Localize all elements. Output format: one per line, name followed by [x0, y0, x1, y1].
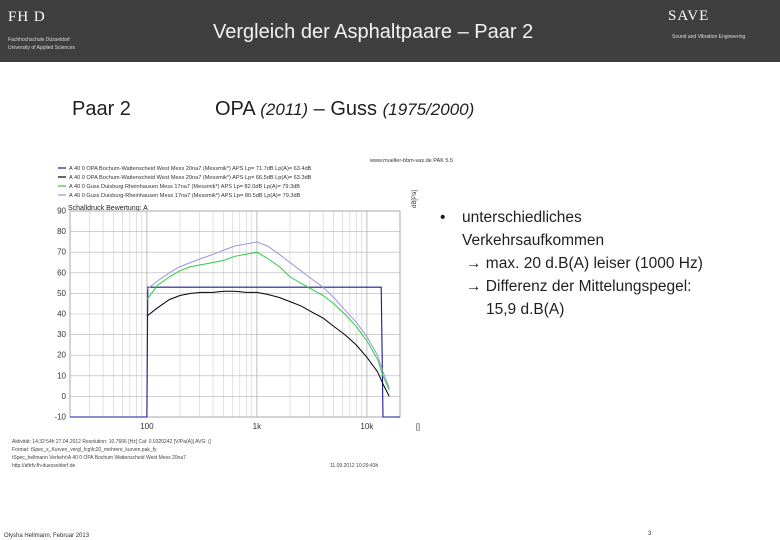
fhd-subtitle-en: University of Applied Sciences: [8, 45, 75, 51]
y-tick-label: 80: [57, 227, 66, 237]
fhd-subtitle-de: Fachhochschule Düsseldorf: [8, 37, 70, 43]
slide-title: Vergleich der Asphaltpaare – Paar 2: [213, 21, 534, 43]
y-axis-title: Schalldruck Bewertung: A: [68, 205, 148, 212]
y-tick-label: 20: [57, 350, 66, 360]
chart-footer-line: Format: tSpec_x_Kurven_vergl_fcg\fc20_mehrere_kurven.pak_fy: [12, 447, 157, 453]
subheading-year-guss: (1975/2000): [382, 100, 475, 119]
save-logo: SAVE: [668, 8, 710, 24]
save-subtitle: Sound and Vibration Engineering: [672, 34, 746, 40]
page-number: 3: [648, 531, 652, 537]
chart-footer-line: 11.09.2012 10:29:43h: [330, 463, 379, 469]
unit-label: dB[Pa]: [412, 189, 418, 208]
x-unit-label: []: [416, 424, 420, 431]
y-tick-label: 30: [57, 330, 66, 340]
bullet-sub-2-line1: → Differenz der Mittelungspegel:: [466, 278, 692, 295]
y-tick-label: 40: [57, 309, 66, 319]
series-line: [70, 287, 400, 417]
y-tick-label: 10: [57, 371, 66, 381]
pair-label: Paar 2: [72, 98, 131, 120]
x-tick-label: 1k: [252, 422, 262, 431]
spectrum-chart-svg: [10, 150, 454, 488]
y-tick-label: 50: [57, 288, 66, 298]
chart-source-label: www.mueller-bbm-vas.de PAK 5.5: [370, 158, 454, 164]
bullet-main-line1: unterschiedliches: [462, 209, 582, 226]
x-tick-label: 10k: [360, 422, 374, 431]
legend-entry: A 40 0 Guss Duisburg-Rheinhausen Mess 17na7 (Messmik*) APS Lp= 80.5dB Lp(A)= 79.3dB: [69, 193, 301, 199]
bullet-main-line2: Verkehrsaufkommen: [462, 232, 605, 249]
legend-entry: A 40 0 OPA Bochum-Wattenscheid West Mess 20na7 (Messmik*) APS Lp= 71.7dB Lp(A)= 63.4dB: [69, 166, 312, 172]
y-tick-label: 90: [57, 206, 66, 216]
bullet-sub-2-line2: 15,9 d.B(A): [486, 301, 565, 318]
subheading-year-opa: (2011): [260, 100, 309, 119]
chart-footer-line: tSpec_hellmann Verkehr\A 40 0 OPA Bochum Wattenscheid West Mess 20na7: [12, 455, 186, 461]
footer-author: Olysha Hellmann, Februar 2013: [4, 533, 90, 539]
fhd-logo: FH D: [8, 9, 46, 25]
bullet-marker: •: [440, 209, 446, 226]
y-tick-label: 60: [57, 268, 66, 278]
y-tick-label: -10: [54, 412, 66, 422]
legend-entry: A 40 0 OPA Bochum-Wattenscheid West Mess 20na7 (Messmik*) APS Lp= 66.5dB Lp(A)= 63.3dB: [69, 175, 312, 181]
slide-header: [0, 0, 780, 62]
subheading-main: OPA: [215, 98, 261, 120]
bullet-main: [462, 206, 772, 321]
series-line: [147, 242, 389, 388]
spectrum-chart: [10, 150, 454, 488]
series-line: [147, 291, 389, 396]
chart-footer-line: http://aftrfv.fh-duesseldorf.de: [12, 463, 76, 469]
y-tick-label: 0: [61, 391, 66, 401]
bullet-sub-1: → max. 20 d.B(A) leiser (1000 Hz): [466, 255, 703, 272]
chart-footer-line: Aktivität: 14:32:54h 27.04.2012 Resolution: 10.7666 [Hz] Cal: 0.0320242 [V/Pa(A)] AVG: (): [12, 439, 212, 445]
x-tick-label: 100: [140, 422, 154, 431]
subheading-mid: – Guss: [308, 98, 383, 120]
legend-entry: A 40 0 Guss Duisburg Rheinhausen Mess 17na7 (Messmik*) APS Lp= 82.0dB Lp(A)= 79.3dB: [69, 184, 301, 190]
subheading: [215, 98, 474, 121]
y-tick-label: 70: [57, 247, 66, 257]
